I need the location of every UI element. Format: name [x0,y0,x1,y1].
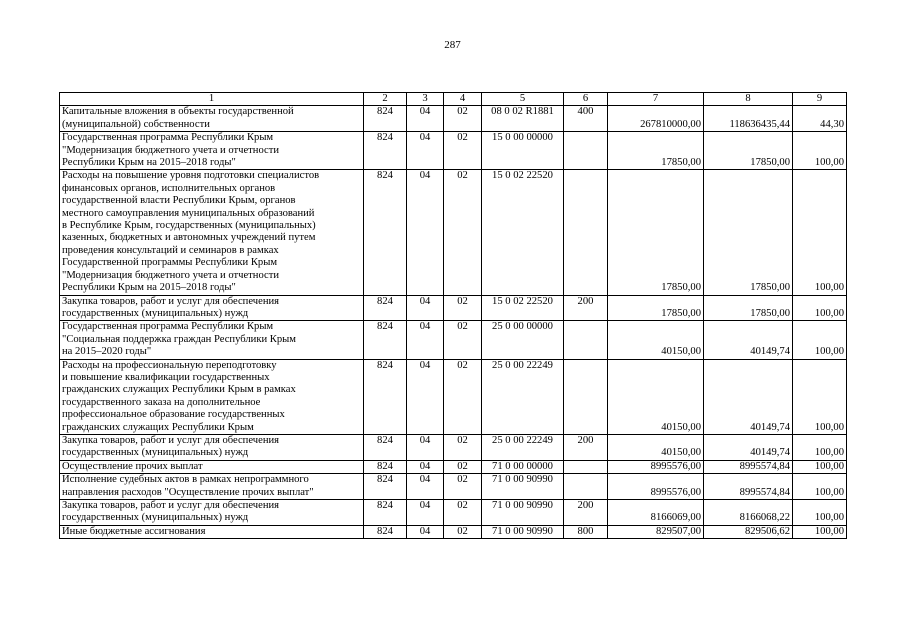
grbs-code-cell: 824 [364,500,407,526]
table-row [60,474,847,500]
executed-amount-cell: 17850,00 [704,170,793,295]
approved-amount-cell: 40150,00 [608,359,704,434]
expense-name-cell: Осуществление прочих выплат [60,460,364,473]
section-code-cell: 04 [407,500,444,526]
table-row [60,460,847,473]
expense-name-cell: Государственная программа Республики Крым "Модернизация бюджетного учета и отчетности Республики Крым на 2015–2018 годы" [60,132,364,170]
executed-amount-cell: 17850,00 [704,295,793,321]
grbs-code-cell: 824 [364,525,407,538]
subsection-code-cell: 02 [444,321,482,359]
budget-table [59,92,847,539]
grbs-code-cell: 824 [364,106,407,132]
approved-amount-cell: 267810000,00 [608,106,704,132]
expense-name-cell: Закупка товаров, работ и услуг для обеспечения государственных (муниципальных) нужд [60,434,364,460]
header-col-2: 2 [364,93,407,106]
expense-name-cell: Расходы на профессиональную переподготовку и повышение квалификации государственных гражданских служащих Республики Крым в рамках государственного заказа на дополнительное профессиональное образование государственных гражданских служащих Республики Крым [60,359,364,434]
expense-name-cell: Закупка товаров, работ и услуг для обеспечения государственных (муниципальных) нужд [60,295,364,321]
approved-amount-cell: 8166069,00 [608,500,704,526]
grbs-code-cell: 824 [364,434,407,460]
execution-percent-cell: 100,00 [793,460,847,473]
header-col-8: 8 [704,93,793,106]
execution-percent-cell: 100,00 [793,525,847,538]
grbs-code-cell: 824 [364,460,407,473]
expense-type-cell [564,321,608,359]
expense-name-cell: Иные бюджетные ассигнования [60,525,364,538]
header-col-4: 4 [444,93,482,106]
table-row [60,434,847,460]
approved-amount-cell: 17850,00 [608,132,704,170]
table-row [60,321,847,359]
target-article-cell: 71 0 00 90990 [482,474,564,500]
header-col-5: 5 [482,93,564,106]
header-col-1: 1 [60,93,364,106]
approved-amount-cell: 8995576,00 [608,460,704,473]
expense-type-cell [564,359,608,434]
subsection-code-cell: 02 [444,170,482,295]
grbs-code-cell: 824 [364,132,407,170]
subsection-code-cell: 02 [444,132,482,170]
target-article-cell: 25 0 00 22249 [482,359,564,434]
expense-name-cell: Расходы на повышение уровня подготовки специалистов финансовых органов, исполнительных органов государственной власти Республики Крым, органов местного самоуправления муниципальных образований в Республике Крым, государственных (муниципальных) казенных, бюджетных и автономных учреждений путем проведения консультаций и семинаров в рамках Государственной программы Республики Крым "Модернизация бюджетного учета и отчетности Республики Крым на 2015–2018 годы" [60,170,364,295]
execution-percent-cell: 100,00 [793,500,847,526]
section-code-cell: 04 [407,321,444,359]
page-number: 287 [444,39,461,51]
executed-amount-cell: 40149,74 [704,359,793,434]
table-row [60,132,847,170]
header-col-3: 3 [407,93,444,106]
target-article-cell: 71 0 00 00000 [482,460,564,473]
execution-percent-cell: 100,00 [793,132,847,170]
target-article-cell: 15 0 02 22520 [482,170,564,295]
grbs-code-cell: 824 [364,295,407,321]
table-row [60,170,847,295]
subsection-code-cell: 02 [444,500,482,526]
subsection-code-cell: 02 [444,359,482,434]
expense-type-cell [564,170,608,295]
target-article-cell: 71 0 00 90990 [482,500,564,526]
executed-amount-cell: 8166068,22 [704,500,793,526]
expense-name-cell: Капитальные вложения в объекты государственной (муниципальной) собственности [60,106,364,132]
executed-amount-cell: 8995574,84 [704,474,793,500]
section-code-cell: 04 [407,132,444,170]
subsection-code-cell: 02 [444,106,482,132]
expense-name-cell: Государственная программа Республики Крым "Социальная поддержка граждан Республики Крым на 2015–2020 годы" [60,321,364,359]
target-article-cell: 25 0 00 00000 [482,321,564,359]
table-row [60,359,847,434]
grbs-code-cell: 824 [364,170,407,295]
approved-amount-cell: 40150,00 [608,321,704,359]
approved-amount-cell: 17850,00 [608,170,704,295]
execution-percent-cell: 44,30 [793,106,847,132]
header-col-6: 6 [564,93,608,106]
executed-amount-cell: 17850,00 [704,132,793,170]
target-article-cell: 15 0 02 22520 [482,295,564,321]
expense-type-cell: 400 [564,106,608,132]
target-article-cell: 71 0 00 90990 [482,525,564,538]
executed-amount-cell: 40149,74 [704,321,793,359]
execution-percent-cell: 100,00 [793,434,847,460]
approved-amount-cell: 17850,00 [608,295,704,321]
target-article-cell: 08 0 02 R1881 [482,106,564,132]
subsection-code-cell: 02 [444,434,482,460]
section-code-cell: 04 [407,106,444,132]
executed-amount-cell: 8995574,84 [704,460,793,473]
grbs-code-cell: 824 [364,474,407,500]
expense-type-cell [564,474,608,500]
execution-percent-cell: 100,00 [793,170,847,295]
subsection-code-cell: 02 [444,295,482,321]
subsection-code-cell: 02 [444,474,482,500]
executed-amount-cell: 40149,74 [704,434,793,460]
table-row [60,525,847,538]
subsection-code-cell: 02 [444,460,482,473]
section-code-cell: 04 [407,460,444,473]
approved-amount-cell: 40150,00 [608,434,704,460]
grbs-code-cell: 824 [364,321,407,359]
section-code-cell: 04 [407,359,444,434]
execution-percent-cell: 100,00 [793,321,847,359]
execution-percent-cell: 100,00 [793,474,847,500]
section-code-cell: 04 [407,295,444,321]
execution-percent-cell: 100,00 [793,295,847,321]
expense-name-cell: Закупка товаров, работ и услуг для обеспечения государственных (муниципальных) нужд [60,500,364,526]
expense-type-cell [564,460,608,473]
executed-amount-cell: 118636435,44 [704,106,793,132]
execution-percent-cell: 100,00 [793,359,847,434]
table-header-row [60,93,847,106]
expense-type-cell: 800 [564,525,608,538]
section-code-cell: 04 [407,170,444,295]
approved-amount-cell: 8995576,00 [608,474,704,500]
target-article-cell: 15 0 00 00000 [482,132,564,170]
expense-name-cell: Исполнение судебных актов в рамках непрограммного направления расходов "Осуществление прочих выплат" [60,474,364,500]
expense-type-cell: 200 [564,434,608,460]
section-code-cell: 04 [407,525,444,538]
table-row [60,295,847,321]
expense-type-cell [564,132,608,170]
header-col-9: 9 [793,93,847,106]
header-col-7: 7 [608,93,704,106]
approved-amount-cell: 829507,00 [608,525,704,538]
table-row [60,500,847,526]
grbs-code-cell: 824 [364,359,407,434]
expense-type-cell: 200 [564,295,608,321]
subsection-code-cell: 02 [444,525,482,538]
table-row [60,106,847,132]
target-article-cell: 25 0 00 22249 [482,434,564,460]
executed-amount-cell: 829506,62 [704,525,793,538]
expense-type-cell: 200 [564,500,608,526]
section-code-cell: 04 [407,474,444,500]
section-code-cell: 04 [407,434,444,460]
